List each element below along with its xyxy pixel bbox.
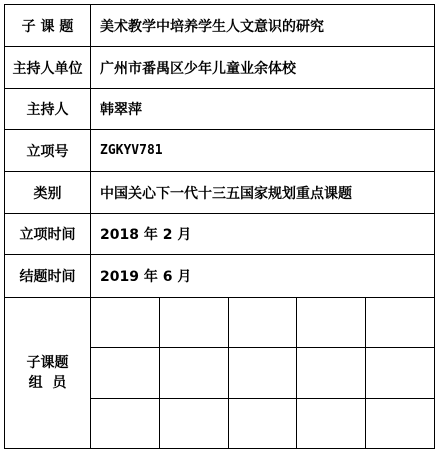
subgroup-members-label	[5, 298, 91, 449]
subgroup-label-line1: 子课题	[26, 355, 69, 371]
project-code-value: ZGKYV781	[91, 130, 435, 172]
subgroup-label-line2: 组 员	[28, 375, 67, 391]
member-cell	[228, 298, 297, 348]
project-info-table	[4, 4, 435, 449]
members-grid-cell	[91, 298, 435, 449]
member-cell	[91, 398, 160, 448]
member-cell	[91, 348, 160, 398]
start-date-label: 立项时间	[5, 214, 91, 255]
member-cell	[297, 398, 366, 448]
member-cell	[365, 298, 434, 348]
host-value: 韩翠萍	[91, 89, 435, 130]
member-cell	[160, 348, 229, 398]
row-subgroup-members	[5, 298, 435, 449]
end-date-value: 2019 年 6 月	[91, 255, 435, 298]
member-cell	[365, 348, 434, 398]
row-host-unit	[5, 47, 435, 89]
start-date-value: 2018 年 2 月	[91, 214, 435, 255]
row-host	[5, 89, 435, 130]
row-subtopic-title	[5, 5, 435, 47]
row-project-code	[5, 130, 435, 172]
members-grid-row	[91, 298, 434, 348]
member-cell	[160, 398, 229, 448]
member-cell	[228, 348, 297, 398]
members-grid	[91, 298, 434, 448]
row-category	[5, 172, 435, 214]
member-cell	[297, 298, 366, 348]
row-start-date	[5, 214, 435, 255]
category-value: 中国关心下一代十三五国家规划重点课题	[91, 172, 435, 214]
member-cell	[365, 398, 434, 448]
members-grid-row	[91, 348, 434, 398]
member-cell	[228, 398, 297, 448]
end-date-label: 结题时间	[5, 255, 91, 298]
member-cell	[160, 298, 229, 348]
subtopic-title-label: 子 课 题	[5, 5, 91, 47]
subtopic-title-value: 美术教学中培养学生人文意识的研究	[91, 5, 435, 47]
host-unit-label: 主持人单位	[5, 47, 91, 89]
members-grid-row	[91, 398, 434, 448]
member-cell	[297, 348, 366, 398]
row-end-date	[5, 255, 435, 298]
project-code-label: 立项号	[5, 130, 91, 172]
host-label: 主持人	[5, 89, 91, 130]
host-unit-value: 广州市番禺区少年儿童业余体校	[91, 47, 435, 89]
member-cell	[91, 298, 160, 348]
category-label: 类别	[5, 172, 91, 214]
